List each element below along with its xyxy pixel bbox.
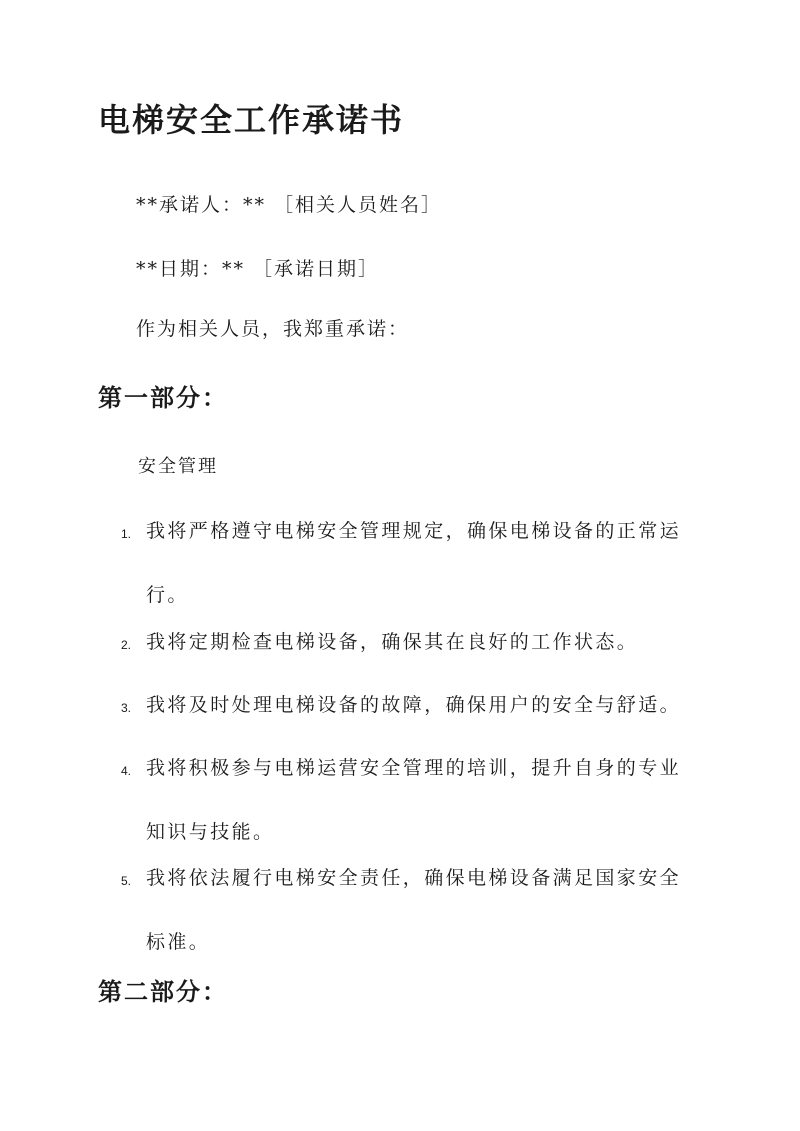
list-item-text: 我将积极参与电梯运营安全管理的培训，提升自身的专业知识与技能。 [146,757,682,843]
list-item-text: 我将严格遵守电梯安全管理规定，确保电梯设备的正常运行。 [146,520,682,606]
section-heading-part-two: 第二部分： [98,977,228,1006]
list-item-number: 1. [121,527,132,541]
list-item-number: 4. [121,764,132,778]
list-item-text: 我将定期检查电梯设备，确保其在良好的工作状态。 [146,631,639,653]
list-item-number: 2. [121,638,132,652]
date-line: **日期：** ［承诺日期］ [136,258,380,280]
list-item-number: 3. [121,701,132,715]
list-item-number: 5. [121,874,132,888]
list-item-text: 我将及时处理电梯设备的故障，确保用户的安全与舒适。 [146,694,682,716]
subheading-safety-management: 安全管理 [138,456,218,477]
document-title: 电梯安全工作承诺书 [98,101,405,139]
section-heading-part-one: 第一部分： [98,383,228,412]
intro-statement: 作为相关人员，我郑重承诺： [136,318,410,340]
promiser-line: **承诺人：** ［相关人员姓名］ [136,194,443,216]
list-item-text: 我将依法履行电梯安全责任，确保电梯设备满足国家安全标准。 [146,867,682,953]
